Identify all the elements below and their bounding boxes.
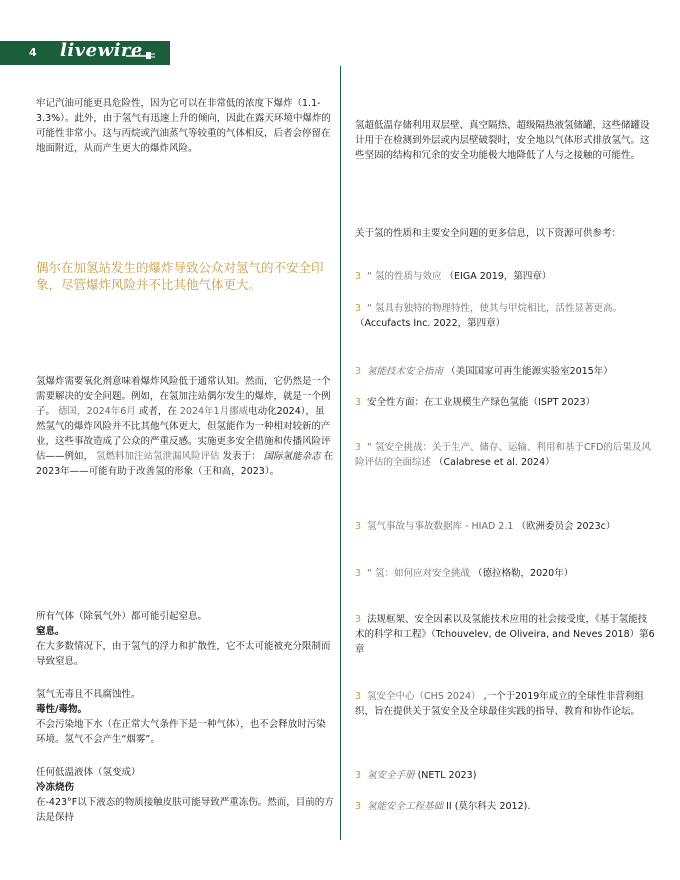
asphyxiation-intro: 所有气体（除氧气外）都可能引起窒息。	[36, 611, 208, 622]
p2-text-e: 电动化2024），虽然氢气的爆炸风险并不比其他气体更大，但氢能作为一种相对较新的产业，这些事故造成了公众的严重反感。实施更多安全措施和传播风险评估——例如，	[36, 406, 331, 462]
resource-link[interactable]: 氢能安全工程基础	[367, 801, 444, 812]
resource-link[interactable]: “ 氢具有独特的物理特性，使其与甲烷相比，活性显著更高。	[367, 303, 622, 314]
resource-link[interactable]: 安全性方面：在工业规模生产绿色氢能（ISPT 2023）	[367, 397, 596, 408]
arrow-bullet-icon: 3	[355, 366, 362, 377]
arrow-bullet-icon: 3	[355, 442, 362, 453]
resource-item	[355, 612, 655, 657]
resource-item	[355, 519, 655, 534]
arrow-bullet-icon: 3	[355, 521, 362, 532]
resource-source: II (莫尔科夫 2012).	[446, 801, 531, 812]
p2-journal-name: 国际氢能杂志	[263, 451, 321, 462]
resource-source: （德拉格勒，2020年）	[473, 568, 574, 579]
p2-link-norway[interactable]: 2024年1月挪威	[179, 406, 249, 417]
arrow-bullet-icon: 3	[355, 397, 362, 408]
arrow-bullet-icon: 3	[355, 691, 362, 702]
toxicity-body: 不会污染地下水（在正常大气条件下是一种气体），也不会释放时污染环境。氢气不会产生“烟雾”。	[36, 719, 326, 745]
resource-source: （EIGA 2019，第四章）	[444, 271, 552, 282]
arrow-bullet-icon: 3	[355, 303, 362, 314]
asphyxiation-heading: 窒息。	[36, 626, 65, 637]
frostbite-intro: 任何低温液体（氢变成）	[36, 767, 141, 778]
resource-source: （Calabrese et al. 2024）	[434, 457, 555, 468]
page-number: 4	[29, 46, 37, 59]
resource-item	[355, 689, 655, 719]
resource-link[interactable]: 氢气事故与事故数据库 - HIAD 2.1	[367, 521, 514, 532]
right-paragraph-1: 氢超低温存储利用双层壁、真空隔热、超级隔热液氢储罐，这些储罐设计用于在检测到外层或内层壁破裂时，安全地以气体形式排放氢气。这些坚固的结构和冗余的安全功能极大地降低了人与之接触的可能性。	[355, 120, 650, 161]
resources-intro: 关于氢的性质和主要安全问题的更多信息，以下资源可供参考：	[355, 228, 622, 239]
livewire-logo: livewire	[60, 40, 143, 61]
asphyxiation-body: 在大多数情况下，由于氢气的浮力和扩散性，它不太可能被充分限制而导致窒息。	[36, 641, 331, 667]
resource-item	[355, 364, 655, 379]
resource-source: (NETL 2023)	[417, 770, 477, 781]
p2-text-a: 氢爆炸需要氧化剂意味着爆炸风险低于通常认知。然而，它仍然是一个需要解决的安全问题。例如，在氢加注站偶尔发生的爆炸，就是一个例子。	[36, 376, 331, 417]
resource-source: ,一个于2019年成立的全球性非营利组织，旨在提供关于氢安全及全球最佳实践的指导、教育和协作论坛。	[355, 691, 644, 717]
arrow-bullet-icon: 3	[355, 271, 362, 282]
resource-item	[355, 395, 655, 410]
resource-item	[355, 768, 655, 783]
arrow-bullet-icon: 3	[355, 614, 362, 625]
resource-item	[355, 566, 655, 581]
asphyxiation-block	[36, 609, 334, 669]
left-paragraph-1: 牢记汽油可能更具危险性，因为它可以在非常低的浓度下爆炸（1.1-3.3%）。此外，由于氢气有迅速上升的倾向，因此在露天环境中爆炸的可能性非常小。这与丙烷或汽油蒸气等较重的气体相反，后者会停留在地面附近，从而产生更大的爆炸风险。	[36, 98, 331, 154]
frostbite-heading: 冷冻烧伤	[36, 782, 75, 793]
column-divider	[340, 66, 341, 840]
toxicity-heading: 毒性/毒物。	[36, 704, 87, 715]
toxicity-intro: 氢气无毒且不具腐蚀性。	[36, 689, 141, 700]
p2-text-g: 发表于：	[222, 451, 261, 462]
p2-text-i: 在2023年——可能有助于改善氢的形象（王和高，2023）。	[36, 451, 334, 477]
p2-link-risk-assessment[interactable]: 氢燃料加注站氢泄漏风险评估	[96, 451, 220, 462]
p2-link-germany[interactable]: 德国，2024年6月	[58, 406, 136, 417]
arrow-bullet-icon: 3	[355, 801, 362, 812]
resource-source: （Accufacts Inc. 2022，第四章）	[355, 318, 506, 329]
resource-item	[355, 269, 655, 284]
resource-item	[355, 799, 655, 814]
resource-source: （欧洲委员会 2023c）	[516, 521, 616, 532]
plug-icon	[126, 47, 156, 59]
toxicity-block	[36, 687, 334, 747]
frostbite-block	[36, 765, 334, 825]
resource-link[interactable]: 氢安全手册	[367, 770, 415, 781]
resource-link[interactable]: 法规框架、安全因素以及氢能技术应用的社会接受度，《基于氢能技术的科学和工程》（Tchouvelev, de Oliveira, and Neves 2018）第6章	[355, 614, 655, 655]
left-paragraph-2	[36, 374, 334, 479]
resource-item	[355, 440, 655, 470]
p2-text-c: 或者，在	[138, 406, 177, 417]
arrow-bullet-icon: 3	[355, 568, 362, 579]
resource-link[interactable]: “ 氢安全挑战：关于生产、储存、运输、利用和基于CFD的后果及风险评估的全面综述	[355, 442, 651, 468]
pull-quote: 偶尔在加氢站发生的爆炸导致公众对氢气的不安全印象，尽管爆炸风险并不比其他气体更大。	[36, 259, 324, 292]
resource-item	[355, 301, 655, 331]
resource-link[interactable]: “ 氢的性质与效应	[367, 271, 442, 282]
resource-link[interactable]: 氢安全中心（CHS 2024）	[367, 691, 481, 702]
frostbite-body: 在-423°F以下液态的物质接触皮肤可能导致严重冻伤。然而，目前的方法是保持	[36, 797, 334, 823]
arrow-bullet-icon: 3	[355, 770, 362, 781]
resource-source: （美国国家可再生能源实验室2015年）	[446, 366, 613, 377]
resource-link[interactable]: “ 氢：如何应对安全挑战	[367, 568, 470, 579]
resource-link[interactable]: 氢能技术安全指南	[367, 366, 444, 377]
